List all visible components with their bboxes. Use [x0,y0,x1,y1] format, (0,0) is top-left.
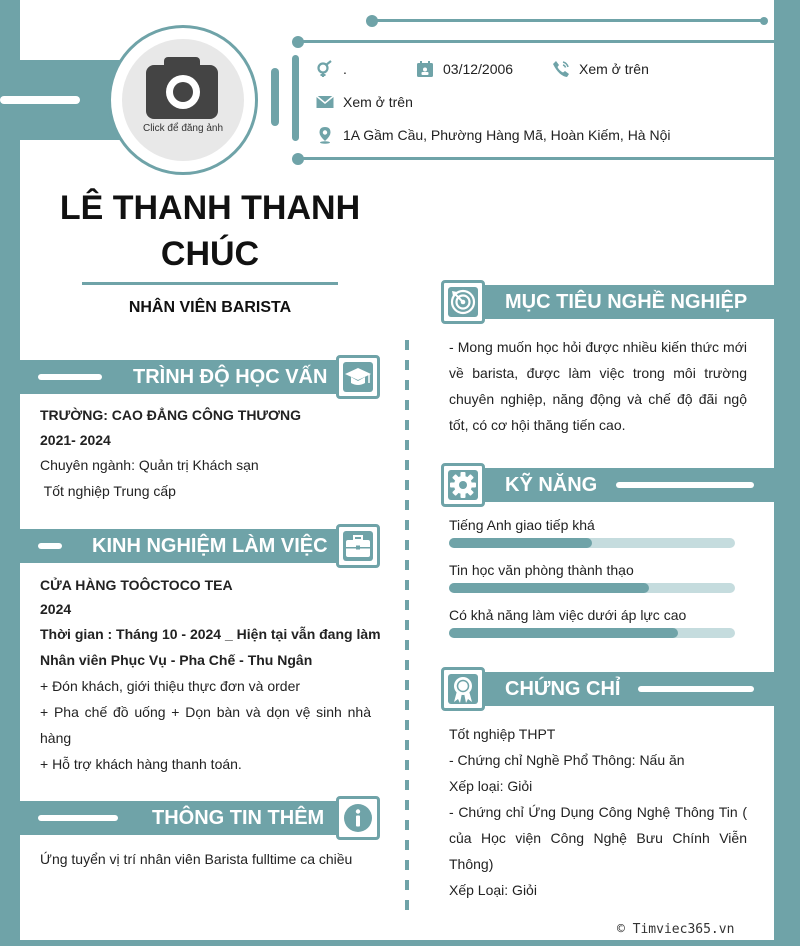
contact-email [316,93,413,111]
experience-icon-box [336,524,380,568]
contact-top-line [298,40,774,43]
skill-label-3: Có khả năng làm việc dưới áp lực cao [449,607,687,623]
education-degree: Tốt nghiệp Trung cấp [40,483,176,499]
award-ribbon-icon [448,674,478,704]
contact-phone [552,60,649,78]
skills-header-line [616,482,754,488]
name-line-2: CHÚC [160,235,260,273]
contact-bottom-dot [292,153,304,165]
education-header-line [38,374,102,380]
skill-fill-1 [449,538,592,548]
objective-title: MỤC TIÊU NGHỀ NGHIỆP [505,291,748,313]
watermark: © Timviec365.vn [617,922,735,937]
avatar-caption: Click để đăng ảnh [142,123,224,134]
contact-vbar [292,55,299,141]
skills-title: KỸ NĂNG [505,474,598,496]
certificates-icon-box [441,667,485,711]
birthday-value: 03/12/2006 [443,61,514,77]
address-value: 1A Gầm Cầu, Phường Hàng Mã, Hoàn Kiếm, Hà Nội [343,127,671,143]
top-line-end-dot [760,17,768,25]
education-school: TRƯỜNG: CAO ĐẲNG CÔNG THƯƠNG [40,407,301,423]
objective-text: - Mong muốn học hỏi được nhiều kiến thức mới về barista, được làm việc trong môi trường chuyên nghiệp, năng động và chế độ đãi ngộ tốt, có cơ hội thăng tiến cao. [449,339,747,433]
email-value: Xem ở trên [343,94,413,110]
skill-bar-2 [449,583,735,593]
envelope-icon [316,93,334,111]
gender-value: . [343,61,347,77]
cert-line-5: Xếp Loại: Giỏi [449,882,537,898]
skill-fill-3 [449,628,678,638]
experience-period: Thời gian : Tháng 10 - 2024 _ Hiện tại vẫn đang làm [40,626,381,642]
experience-duty-3: + Hỗ trợ khách hàng thanh toán. [40,756,242,772]
skill-fill-2 [449,583,649,593]
skill-bar-1 [449,538,735,548]
candidate-name [40,185,380,277]
education-icon-box [336,355,380,399]
name-underline [82,282,338,285]
extra-header-line [38,815,118,821]
contact-top-dot [292,36,304,48]
avatar[interactable] [122,39,244,161]
header-vbar [271,68,279,126]
contact-bottom-line [298,157,774,160]
frame-right [774,0,800,946]
camera-lens-inner [173,82,193,102]
column-divider [405,340,409,920]
calendar-icon [416,60,434,78]
frame-left [0,0,20,946]
experience-company: CỬA HÀNG TOÔCTOCO TEA [40,577,233,593]
extra-text: Ứng tuyển vị trí nhân viên Barista fulltime ca chiều [40,851,353,867]
name-line-1: LÊ THANH THANH [59,189,361,227]
info-icon [343,803,373,833]
certificates-title: CHỨNG CHỈ [505,678,621,700]
target-icon [448,287,478,317]
experience-duty-1: + Đón khách, giới thiệu thực đơn và order [40,678,301,694]
location-pin-icon [316,126,334,144]
experience-role: Nhân viên Phục Vụ - Pha Chế - Thu Ngân [40,652,313,668]
skill-label-1: Tiếng Anh giao tiếp khá [449,517,595,533]
experience-title: KINH NGHIỆM LÀM VIỆC [92,535,328,557]
experience-duty-2: + Pha chế đồ uống + Dọn bàn và dọn vệ sinh nhà hàng [40,704,371,746]
briefcase-icon [343,531,373,561]
skill-label-2: Tin học văn phòng thành thạo [449,562,634,578]
top-line [372,19,766,22]
certificates-header-line [638,686,754,692]
cert-line-2: - Chứng chỉ Nghề Phổ Thông: Nấu ăn [449,752,685,768]
objective-icon-box [441,280,485,324]
education-title: TRÌNH ĐỘ HỌC VẤN [133,366,328,388]
cert-line-3: Xếp loại: Giỏi [449,778,533,794]
phone-icon [552,60,570,78]
graduation-cap-icon [343,362,373,392]
education-years: 2021- 2024 [40,432,111,448]
experience-header-line [38,543,62,549]
extra-icon-box [336,796,380,840]
cert-line-4: - Chứng chỉ Ứng Dụng Công Nghệ Thông Tin ( của Học viện Công Nghệ Bưu Chính Viễn Thông) [449,804,747,872]
experience-year: 2024 [40,601,72,617]
frame-bottom [0,940,800,946]
contact-gender [316,60,347,78]
job-title: NHÂN VIÊN BARISTA [128,299,292,316]
education-major: Chuyên ngành: Quản trị Khách sạn [40,457,259,473]
skill-bar-3 [449,628,735,638]
header-accent-line [0,96,80,104]
contact-birthday [416,60,513,78]
cert-line-1: Tốt nghiệp THPT [449,726,556,742]
top-line-dot [366,15,378,27]
gender-icon [316,60,334,78]
phone-value: Xem ở trên [579,61,649,77]
extra-title: THÔNG TIN THÊM [152,807,325,829]
skills-icon-box [441,463,485,507]
contact-address [316,126,670,144]
gear-icon [448,470,478,500]
